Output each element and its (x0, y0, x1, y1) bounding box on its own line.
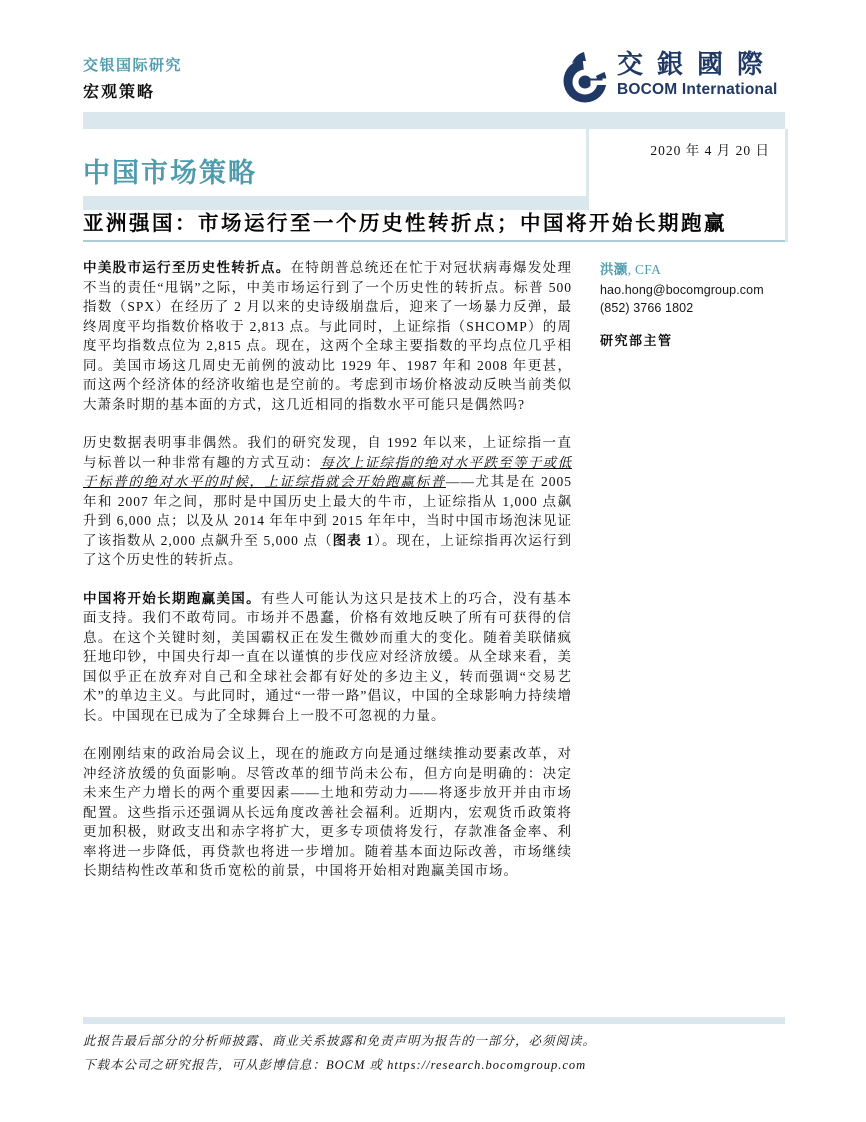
text-segment: 中美股市运行至历史性转折点。 (83, 260, 291, 275)
report-category: 宏观策略 (83, 84, 156, 101)
author-email: hao.hong@bocomgroup.com (600, 283, 764, 297)
bocom-logo-english-name: BOCOM International (617, 81, 778, 98)
text-segment: 在特朗普总统还在忙于对冠状病毒爆发处理不当的责任“甩锅”之际，中美市场运行到了一个历史性的转折点。标普 500 指数（SPX）在经历了 2 月以来的史诗级崩盘后，迎来了一场暴力反弹，最终周度平均指数价格收于 2,813 点。与此同时，上证综指（SHCOMP）的周度平均指数点位为 2,815 点。现在，这两个全球主要指数的平均点位几乎相同。美国市场这几周史无前例的波动比 1929 年、1987 年和 2008 年更甚，而这两个经济体的经济收缩也是空前的。考虑到市场价格波动反映当前类似大萧条时期的基本面的方式，这几近相同的指数水平可能只是偶然吗? (83, 260, 572, 412)
author-job-title: 研究部主管 (600, 333, 673, 348)
paragraph-1 (83, 258, 572, 414)
author-name-cn: 洪灏 (600, 262, 628, 277)
page-title: 中国市场策略 (83, 158, 257, 188)
footer-disclaimer: 此报告最后部分的分析师披露、商业关系披露和免责声明为报告的一部分，必须阅读。 (83, 1034, 597, 1048)
text-segment: 每次上证综指的绝对水平跌至等于或低于标普的绝对水平的时候，上证综指就会开始跑赢标普 (83, 454, 572, 489)
author-phone: (852) 3766 1802 (600, 301, 694, 315)
bocom-logo (563, 50, 778, 105)
text-segment: 图表 1 (332, 532, 375, 548)
author-designation: , CFA (627, 262, 662, 277)
report-headline: 亚洲强国：市场运行至一个历史性转折点；中国将开始长期跑赢 (83, 210, 785, 242)
paragraph-2 (83, 433, 572, 570)
title-underline-band (83, 196, 586, 210)
header-right-border (785, 129, 788, 242)
text-segment: ）。现在，上证综指再次运行到了这个历史性的转折点。 (83, 532, 573, 567)
author-name (600, 258, 786, 278)
bocom-logo-chinese-name: 交銀國際 (617, 50, 778, 79)
brand-research-line: 交银国际研究 (83, 58, 183, 74)
footer-download-info: 下载本公司之研究报告，可从彭博信息：BOCM 或 https://research.bocomgroup.com (83, 1058, 587, 1072)
header-divider-band (83, 112, 785, 129)
body-text-column (83, 258, 572, 900)
text-segment: 中国将开始长期跑赢美国。 (83, 590, 261, 606)
bocom-logo-text (617, 50, 778, 105)
report-date: 2020 年 4 月 20 日 (650, 143, 770, 158)
text-segment: ——尤其是在 2005 年和 2007 年之间，那时是中国历史上最大的牛市，上证综指从 1,000 点飙升到 6,000 点；以及从 2014 年年中到 2015 年年中，当时中国市场泡沫见证了该指数从 2,000 点飙升至 5,000 点（ (83, 474, 573, 548)
text-segment: 有些人可能认为这只是技术上的巧合，没有基本面支持。我们不敢苟同。市场并不愚蠢，价格有效地反映了所有可获得的信息。在这个关键时刻，美国霸权正在发生微妙而重大的变化。随着美联储疯狂地印钞，中国央行却一直在以谨慎的步伐应对经济放缓。从全球来看，美国似乎正在放弃对自己和全球社会都有好处的多边主义，转而强调“交易艺术”的单边主义。与此同时，通过“一带一路”倡议，中国的全球影响力持续增长。中国现在已成为了全球舞台上一股不可忽视的力量。 (83, 590, 572, 723)
footer-divider-band (83, 1017, 785, 1024)
text-segment: 在刚刚结束的政治局会议上，现在的施政方向是通过继续推动要素改革，对冲经济放缓的负面影响。尽管改革的细节尚未公布，但方向是明确的：决定未来生产力增长的两个重要因素——土地和劳动力——将逐步放开并由市场配置。这些指示还强调从长远角度改善社会福利。近期内，宏观货币政策将更加积极，财政支出和赤字将扩大，更多专项债将发行，存款准备金率、利率将进一步降低，再贷款也将进一步增加。随着基本面边际改善，市场继续长期结构性改革和货币宽松的前景，中国将开始相对跑赢美国市场。 (83, 746, 572, 878)
paragraph-4 (83, 744, 572, 881)
bocom-logo-icon (563, 50, 607, 105)
author-sidebar (600, 258, 786, 349)
text-segment: 历史数据表明事非偶然。我们的研究发现，自 1992 年以来，上证综指一直与标普以一种非常有趣的方式互动： (83, 435, 572, 470)
paragraph-3 (83, 589, 572, 726)
